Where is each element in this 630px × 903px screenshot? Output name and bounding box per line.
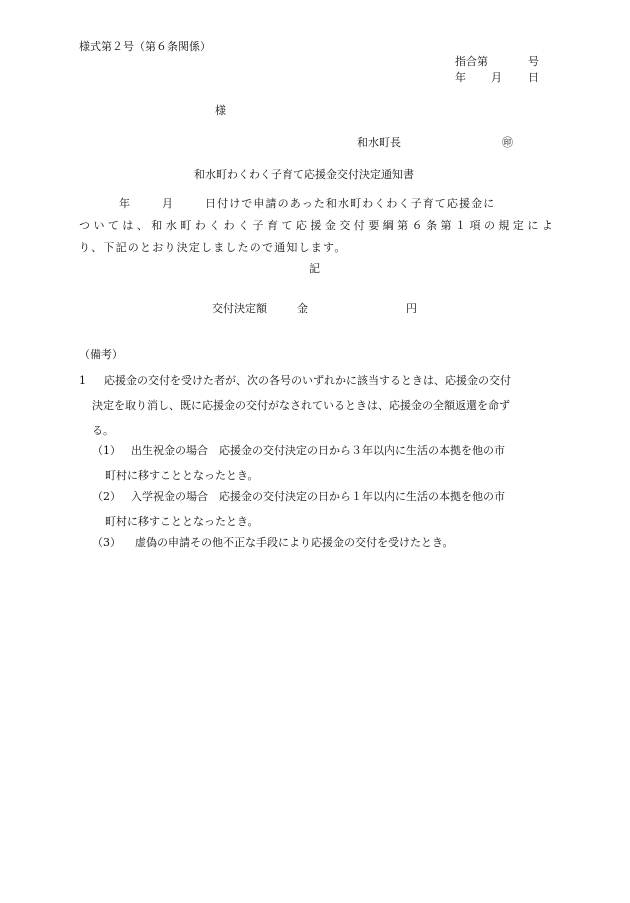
body-line-2: ついては、和水町わくわく子育て応援金交付要綱第６条第１項の規定によ — [79, 219, 554, 232]
amount-yen: 円 — [406, 302, 417, 315]
document-title: 和水町わくわく子育て応援金交付決定通知書 — [194, 168, 414, 181]
body-year: 年 — [119, 197, 130, 210]
date-month-label: 月 — [491, 71, 502, 84]
amount-label: 交付決定額 — [212, 302, 267, 315]
remarks-sub-2-text-1: 入学祝金の場合 応援金の交付決定の日から１年以内に生活の本拠を他の市 — [131, 490, 505, 503]
remarks-sub-2-line-2: 町村に移すこととなったとき。 — [105, 515, 259, 528]
remarks-item-1-text-1: 応援金の交付を受けた者が、次の各号のいずれかに該当するときは、応援金の交付 — [104, 374, 511, 387]
body-line-1-rest: 日付けで申請のあった和水町わくわく子育て応援金に — [205, 197, 496, 210]
date-day-label: 日 — [528, 71, 539, 84]
remarks-sub-1-line-1 — [92, 438, 562, 463]
remarks-item-1-line-3: る。 — [92, 424, 114, 437]
reference-number-label: 指合第 — [455, 55, 488, 68]
remarks-sub-1 — [92, 438, 562, 488]
remarks-sub-1-text-1: 出生祝金の場合 応援金の交付決定の日から３年以内に生活の本拠を他の市 — [131, 444, 505, 457]
addressee-suffix: 様 — [215, 104, 226, 117]
date-year-label: 年 — [455, 71, 466, 84]
amount-kin: 金 — [297, 302, 308, 315]
remarks-sub-2 — [92, 484, 562, 534]
remarks-item-1-number: 1 — [79, 374, 86, 387]
remarks-sub-1-number: （1） — [92, 444, 121, 457]
remarks-sub-2-number: （2） — [92, 490, 121, 503]
issuer-name: 和水町長 — [357, 136, 401, 149]
remarks-sub-3-line-1 — [92, 530, 562, 555]
remarks-sub-3-text-1: 虚偽の申請その他不正な手段により応援金の交付を受けたとき。 — [135, 536, 454, 549]
reference-number-suffix: 号 — [528, 55, 539, 68]
body-month: 月 — [162, 197, 173, 210]
remarks-item-1 — [79, 368, 559, 443]
remarks-heading: （備考） — [79, 348, 123, 361]
ki-marker: 記 — [309, 262, 320, 275]
notice-body — [79, 193, 554, 259]
remarks-item-1-line-2: 決定を取り消し、既に応援金の交付がなされているときは、応援金の全額返還を命ず — [92, 399, 510, 412]
body-line-1 — [79, 193, 554, 215]
remarks-sub-3 — [92, 530, 562, 555]
form-label: 様式第２号（第６条関係） — [79, 40, 211, 53]
remarks-sub-2-line-1 — [92, 484, 562, 509]
remarks-sub-1-line-2: 町村に移すこととなったとき。 — [105, 469, 259, 482]
remarks-sub-3-number: （3） — [92, 536, 121, 549]
remarks-item-1-line-1 — [79, 368, 559, 393]
seal-mark: ㊞ — [502, 136, 513, 149]
body-line-3: り、下記のとおり決定しましたので通知します。 — [79, 241, 347, 254]
